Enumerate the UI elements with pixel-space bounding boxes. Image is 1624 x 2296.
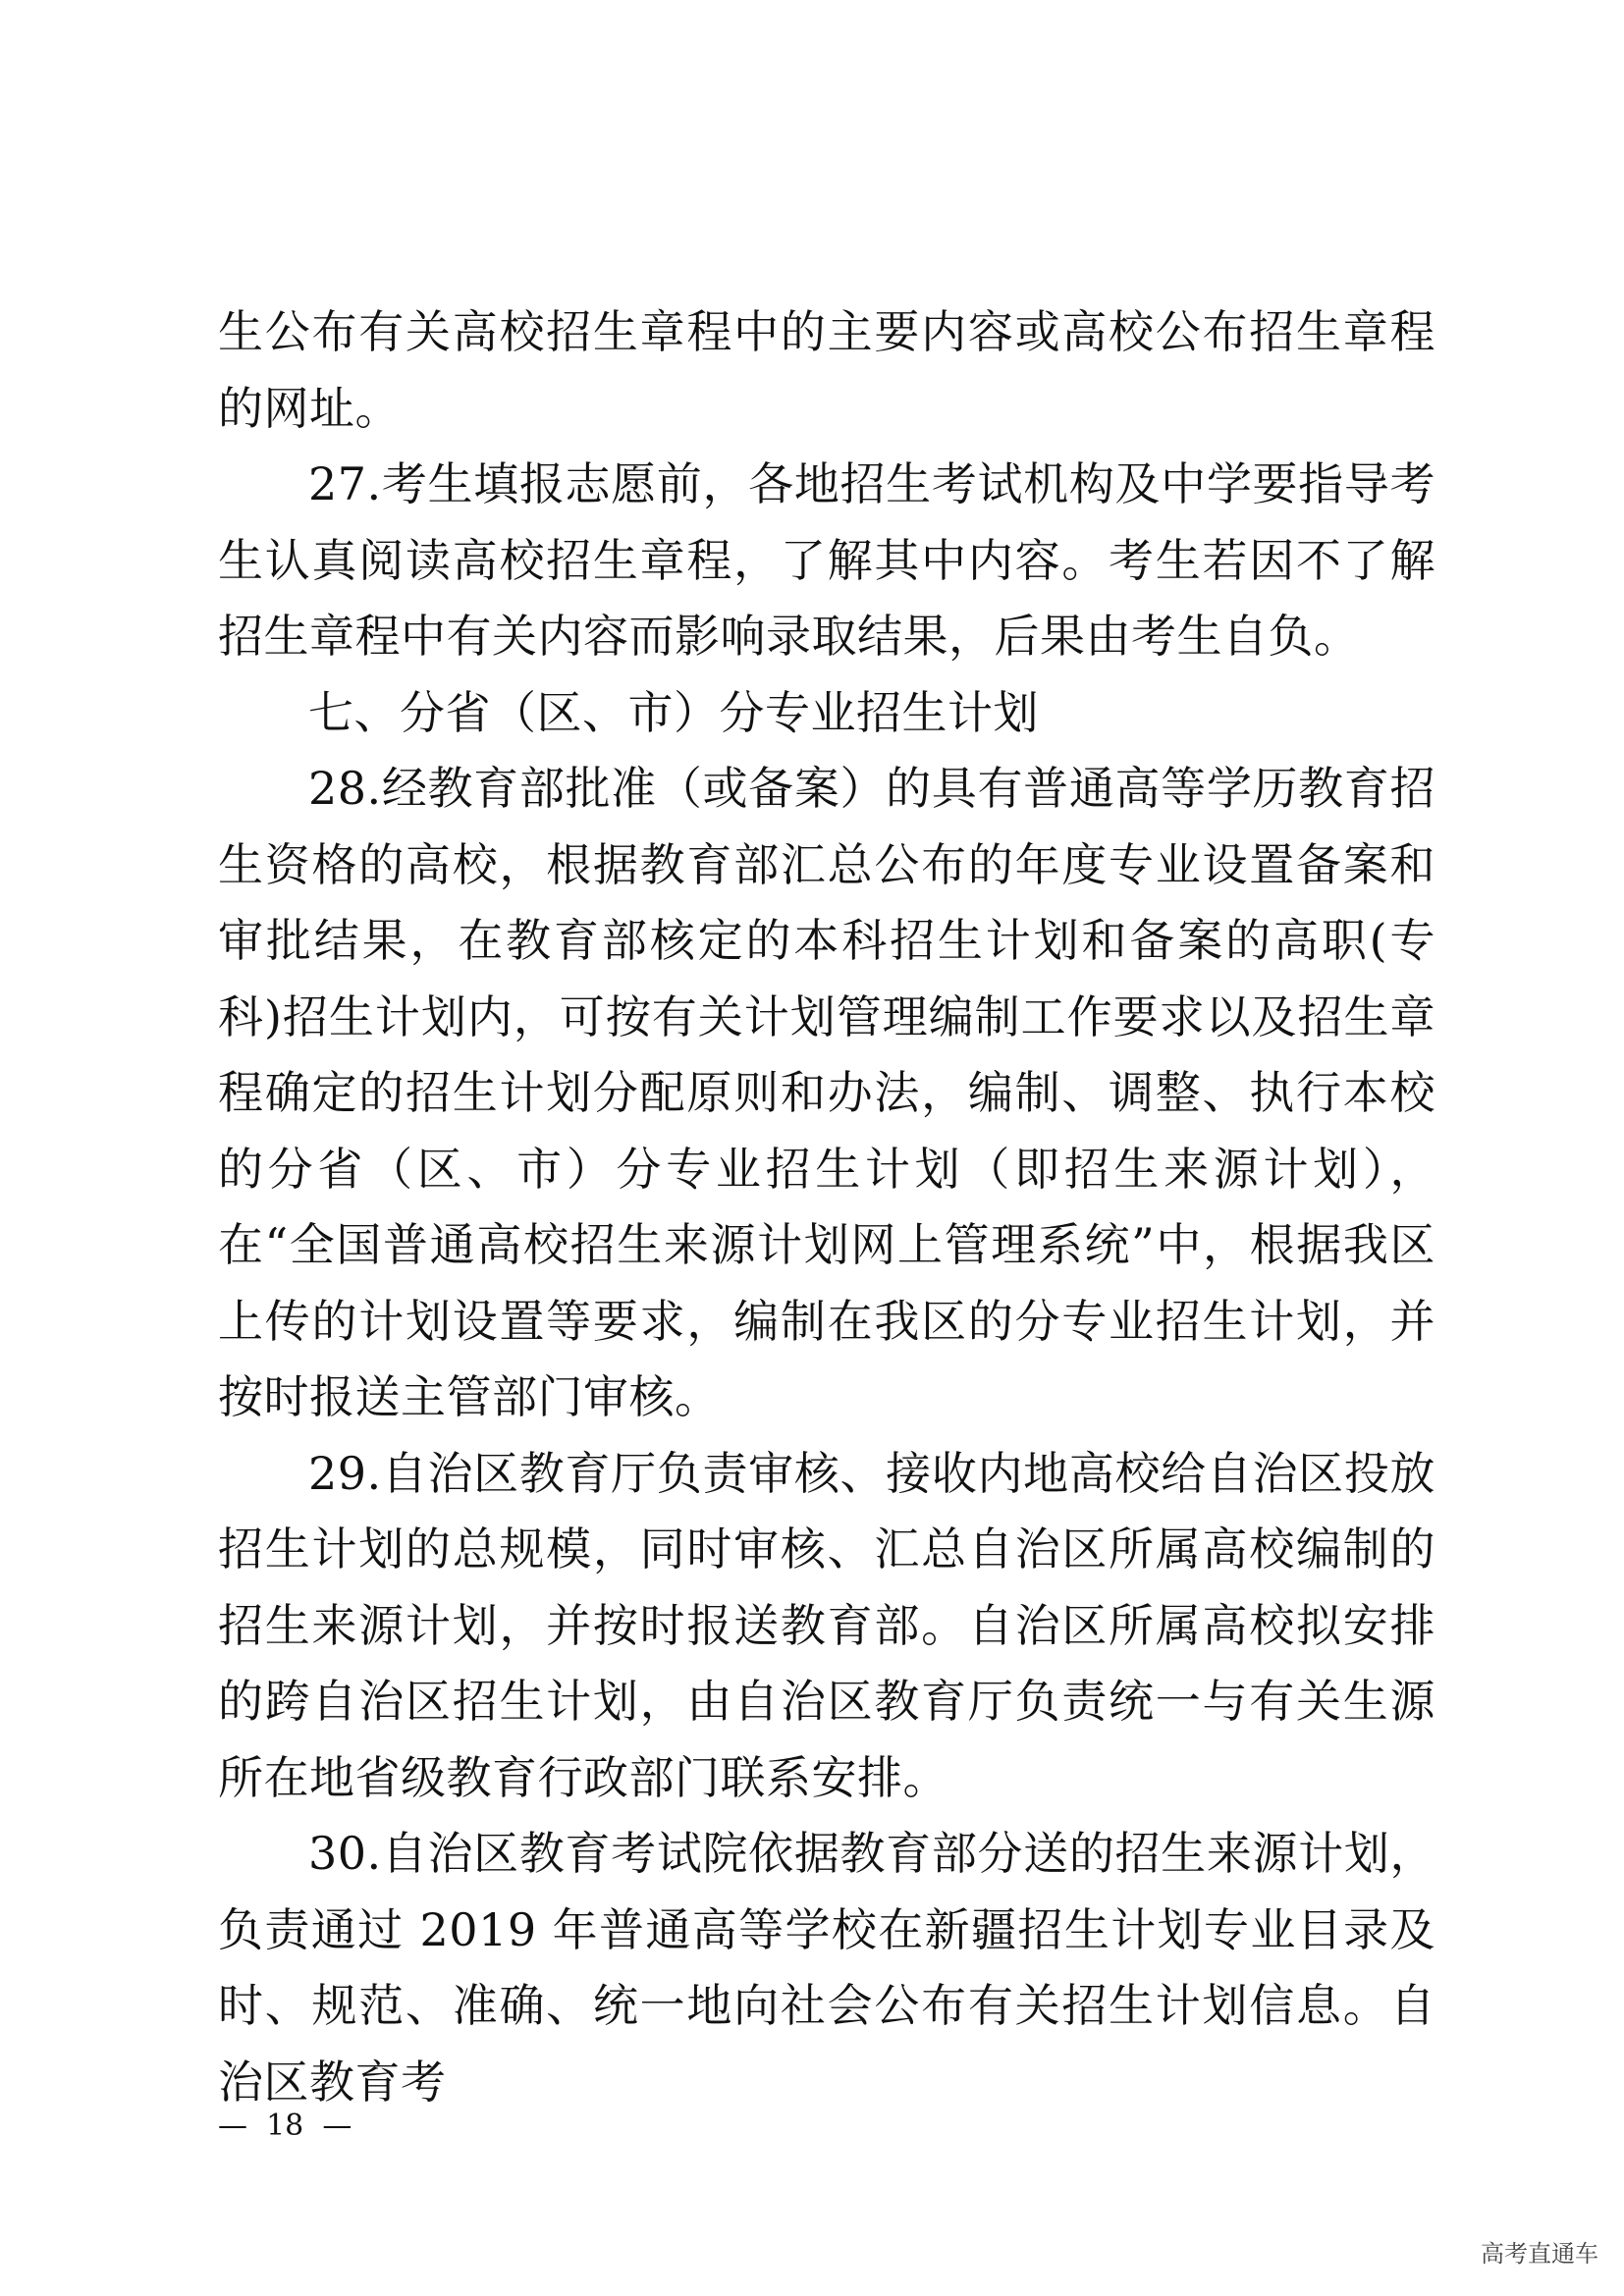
paragraph-27: 27.考生填报志愿前，各地招生考试机构及中学要指导考生认真阅读高校招生章程，了解其中内容。考生若因不了解招生章程中有关内容而影响录取结果，后果由考生自负。 (218, 457, 1435, 663)
paragraph-30: 30.自治区教育考试院依据教育部分送的招生来源计划，负责通过 2019 年普通高等学校在新疆招生计划专业目录及时、规范、准确、统一地向社会公布有关招生计划信息。自治区教育考 (218, 1827, 1435, 2109)
section-heading-7: 七、分省（区、市）分专业招生计划 (308, 685, 1039, 739)
paragraph-29: 29.自治区教育厅负责审核、接收内地高校给自治区投放招生计划的总规模，同时审核、汇总自治区所属高校编制的招生来源计划，并按时报送教育部。自治区所属高校拟安排的跨自治区招生计划，由自治区教育厅负责统一与有关生源所在地省级教育行政部门联系安排。 (218, 1446, 1435, 1804)
paragraph-continuation: 生公布有关高校招生章程中的主要内容或高校公布招生章程的网址。 (218, 305, 1435, 435)
document-body (218, 294, 1435, 2120)
page-number: — 18 — (218, 2109, 352, 2143)
watermark-text: 高考直通车 (1481, 2240, 1598, 2268)
paragraph-28: 28.经教育部批准（或备案）的具有普通高等学历教育招生资格的高校，根据教育部汇总公布的年度专业设置备案和审批结果，在教育部核定的本科招生计划和备案的高职(专科)招生计划内，可按有关计划管理编制工作要求以及招生章程确定的招生计划分配原则和办法，编制、调整、执行本校的分省（区、市）分专业招生计划（即招生来源计划），在“全国普通高校招生来源计划网上管理系统”中，根据我区上传的计划设置等要求，编制在我区的分专业招生计划，并按时报送主管部门审核。 (218, 762, 1435, 1423)
